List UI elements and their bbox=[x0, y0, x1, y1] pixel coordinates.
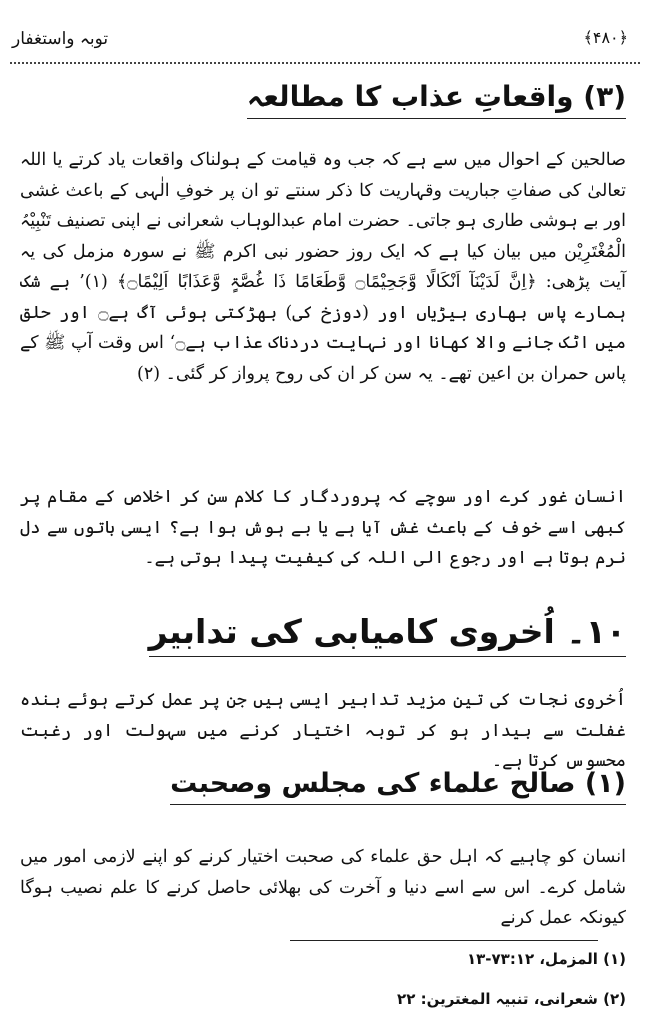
section-heading-scholars-company: (۱) صالح علماء کی مجلس وصحبت bbox=[170, 768, 626, 799]
section-heading-success-measures: ۱۰۔ اُخروی کامیابی کی تدابیر bbox=[149, 612, 626, 651]
page-header bbox=[10, 22, 640, 62]
footnote-2: (۲) شعرانی، تنبیہ المغترین: ۲۲ bbox=[397, 990, 626, 1008]
heading-underline bbox=[149, 656, 626, 657]
running-title: توبہ واستغفار bbox=[12, 29, 109, 49]
footnote-1: (۱) المزمل، ۷۳:۱۲-۱۳ bbox=[466, 950, 626, 968]
paragraph-pious-narrative: صالحین کے احوال میں سے ہے کہ جب وہ قیامت کے ہولناک واقعات یاد کرتے یا اللہ تعالیٰ کی صفاتِ جباریت وقہاریت کا ذکر سنتے تو ان پر خوفِ الٰہی کے باعث غشی اور بے ہوشی طاری ہو جاتی۔ حضرت امام عبدالوہاب شعرانی نے اپنی تصنیف تَنْبِیْہُ الْمُغْتَرِیْن میں بیان کیا ہے کہ ایک روز حضور نبی اکرم ﷺ نے سورہ مزمل کی یہ آیت پڑھی: ﴿اِنَّ لَدَیْنَآ اَنْکَالًا وَّجَحِیْمًا۝ وَّطَعَامًا ذَا غُصَّۃٍ وَّعَذَابًا اَلِیْمًا۝﴾ (۱)’ بے شک ہمارے پاس بھاری بیڑیاں اور (دوزخ کی) بھڑکتی ہوئی آگ ہے۝ اور حلق میں اٹک جانے والا کھانا اور نہایت دردناک عذاب ہے۝‘ اس وقت آپ ﷺ کے پاس حمران بن اعین تھے۔ یہ سن کر ان کی روح پرواز کر گئی۔ (۲) bbox=[20, 150, 626, 384]
paragraph-scholars-company: انسان کو چاہیے کہ اہل حق علماء کی صحبت اختیار کرنے کو اپنے لازمی امور میں شامل کرے۔ اس سے اسے دنیا و آخرت کی بھلائی حاصل کرنے کا علم نصیب ہوگا کیونکہ عمل کرنے bbox=[20, 847, 626, 928]
page-number: ﴿۴۸۰﴾ bbox=[583, 28, 628, 47]
section-heading-study-of-punishment: (۳) واقعاتِ عذاب کا مطالعہ bbox=[247, 80, 626, 113]
paragraph-three-measures: اُخروی نجات کی تین مزید تدابیر ایسی ہیں جن پر عمل کرتے ہوئے بندہ غفلت سے بیدار ہو کر توبہ اختیار کرنے میں سہولت اور رغبت محسوس کرتا ہے۔ bbox=[20, 690, 626, 771]
paragraph-reflection: انسان غور کرے اور سوچے کہ پروردگار کا کلام سن کر اخلاص کے مقام پر کبھی اسے خوف کے باعث غش آیا ہے یا بے ہوش ہوا ہے؟ ایسی باتوں سے دل نرم ہوتا ہے اور رجوع الی اللہ کی کیفیت پیدا ہوتی ہے۔ bbox=[20, 487, 626, 568]
header-dotted-rule bbox=[10, 62, 640, 64]
heading-underline bbox=[247, 118, 626, 119]
heading-underline bbox=[170, 804, 626, 805]
footnote-separator bbox=[290, 940, 598, 941]
